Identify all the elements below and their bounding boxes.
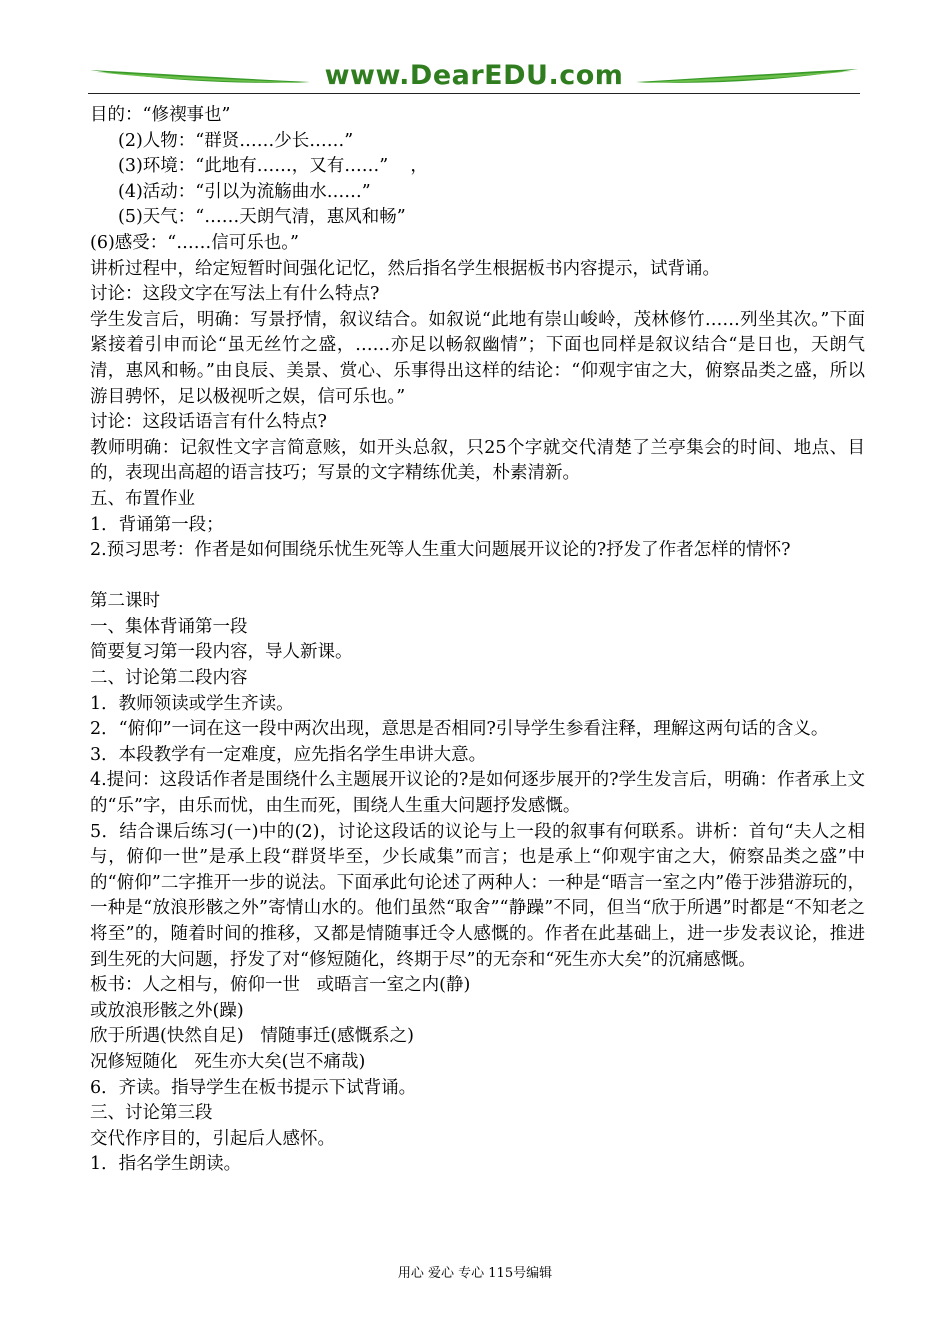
text-line: 2.预习思考：作者是如何围绕乐忧生死等人生重大问题展开议论的?抒发了作者怎样的情怀? xyxy=(90,540,791,561)
text-line: 目的：“修禊事也” xyxy=(90,105,231,125)
text-line: 讨论：这段文字在写法上有什么特点? xyxy=(90,284,380,305)
site-logo: www.DearEDU.com xyxy=(324,60,624,91)
page-footer: 用心 爱心 专心 115号编辑 xyxy=(397,1266,553,1281)
text-line: 1．背诵第一段； xyxy=(90,514,224,535)
text-line: 学生发言后，明确：写景抒情，叙议结合。如叙说“此地有崇山峻岭，茂林修竹……列坐其次。”下面紧接着引申而论“虽无丝竹之盛，……亦足以畅叙幽情”；下面也同样是叙议结合“是日也，天朗气清，惠风和畅。”由良辰、美景、赏心、乐事得出这样的结论：“仰观宇宙之大，俯察品类之盛，所以游目骋怀，足以极视听之娱，信可乐也。” xyxy=(90,309,865,407)
text-line: 教师明确：记叙性文字言简意赅，如开头总叙，只25个字就交代清楚了兰亭集会的时间、地点、目的，表现出高超的语言技巧；写景的文字精练优美，朴素清新。 xyxy=(90,437,865,484)
text-line: 二、讨论第二段内容 xyxy=(90,668,248,689)
text-line: 况修短随化 死生亦大矣(岂不痛哉) xyxy=(90,1051,366,1072)
text-line: (2)人物：“群贤……少长……” xyxy=(118,130,354,151)
text-line: 简要复习第一段内容，导人新课。 xyxy=(90,642,353,663)
text-line: 4.提问：这段话作者是围绕什么主题展开议论的?是如何逐步展开的?学生发言后，明确：作者承上文的“乐”字，由乐而忧，由生而死，围绕人生重大问题抒发感慨。 xyxy=(90,770,865,817)
text-line: 板书：人之相与，俯仰一世 或晤言一室之内(静) xyxy=(90,975,471,996)
text-line: (3)环境：“此地有……，又有……” ， xyxy=(118,156,428,177)
blank-line xyxy=(90,564,865,590)
text-line: 讨论：这段话语言有什么特点? xyxy=(90,412,327,433)
text-line: 1．教师领读或学生齐读。 xyxy=(90,693,294,714)
text-line: (4)活动：“引以为流觞曲水……” xyxy=(118,181,371,202)
site-header xyxy=(88,58,860,98)
text-line: 或放浪形骸之外(躁) xyxy=(90,1000,244,1021)
text-line: 五、布置作业 xyxy=(90,488,195,509)
text-line: 6．齐读。指导学生在板书提示下试背诵。 xyxy=(90,1077,417,1098)
text-line: 1．指名学生朗读。 xyxy=(90,1154,242,1175)
text-line: 欣于所遇(快然自足) 情随事迁(感慨系之) xyxy=(90,1026,414,1047)
text-line: 交代作序目的，引起后人感怀。 xyxy=(90,1128,335,1149)
text-line: 三、讨论第三段 xyxy=(90,1103,213,1124)
text-line: 讲析过程中，给定短暂时间强化记忆，然后指名学生根据板书内容提示，试背诵。 xyxy=(90,258,720,279)
document-body xyxy=(90,103,865,1178)
text-line: 2．“俯仰”一词在这一段中两次出现，意思是否相同?引导学生参看注释，理解这两句话的含义。 xyxy=(90,719,829,740)
text-line: 第二课时 xyxy=(90,591,160,612)
text-line: (5)天气：“……天朗气清，惠风和畅” xyxy=(118,207,406,228)
text-line: 一、集体背诵第一段 xyxy=(90,616,248,637)
text-line: 3．本段教学有一定难度，应先指名学生串讲大意。 xyxy=(90,744,487,765)
text-line: (6)感受：“……信可乐也。” xyxy=(90,232,299,253)
header-divider xyxy=(88,93,860,94)
text-line: 5．结合课后练习(一)中的(2)，讨论这段话的议论与上一段的叙事有何联系。讲析：首句“夫人之相与，俯仰一世”是承上段“群贤毕至，少长咸集”而言；也是承上“仰观宇宙之大，俯察品类之盛”中的“俯仰”二字推开一步的说法。下面承此句论述了两种人：一种是“晤言一室之内”倦于涉猎游玩的，一种是“放浪形骸之外”寄情山水的。他们虽然“取舍”“静躁”不同，但当“欣于所遇”时都是“不知老之将至”的，随着时间的推移，又都是情随事迁令人感慨的。作者在此基础上，进一步发表议论，推进到生死的大问题，抒发了对“修短随化，终期于尽”的无奈和“死生亦大矣”的沉痛感慨。 xyxy=(90,821,865,970)
